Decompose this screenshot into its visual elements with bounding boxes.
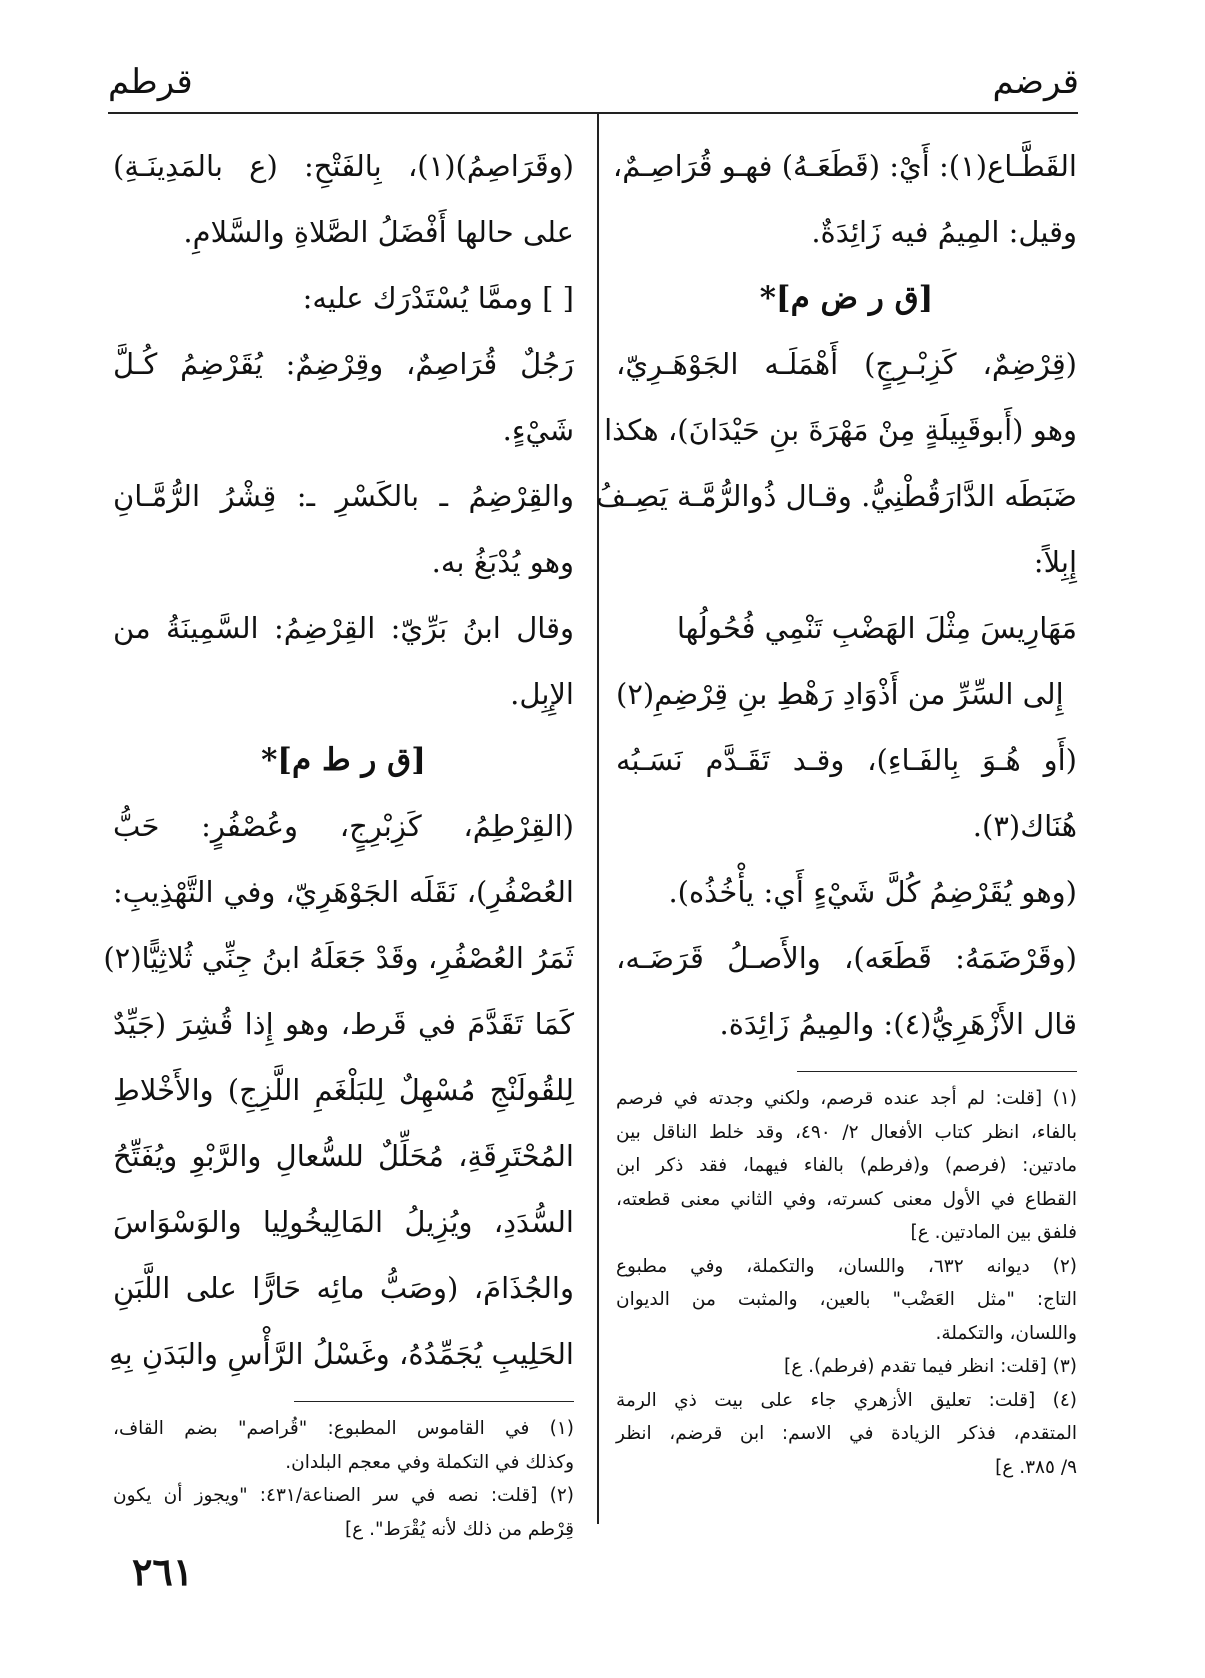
body-line: ثَمَرُ العُصْفُرِ، وقَدْ جَعَلَهُ ابنُ جِنِّي ثُلاثِيًّا(٢) — [103, 941, 574, 975]
page-number: ٢٦١ — [132, 1549, 194, 1594]
footnote-line: قِرْطم من ذلك لأنه يُقْرَط". ع] — [344, 1518, 574, 1540]
body-line: العُصْفُرِ)، نَقَلَه الجَوْهَرِيّ، وفي التَّهْذِيبِ: — [113, 875, 574, 909]
footnote-line: القطاع في الأول معنى كسرته، وفي الثاني معنى قطعته، — [616, 1188, 1077, 1210]
footnote-line: مادتين: (فرصم) و(فرطم) بالفاء فيهما، فقد ذكر ابن — [616, 1155, 1077, 1176]
footnote-line: (١) في القاموس المطبوع: "قُراصم" بضم القاف، — [113, 1418, 574, 1439]
running-head-left: قرطم — [108, 62, 193, 102]
footnote-line: (٢) [قلت: نصه في سر الصناعة/٤٣١: "ويجوز أن يكون — [113, 1485, 574, 1506]
footnote-line: فلفق بين المادتين. ع] — [910, 1222, 1077, 1243]
footnote-line: التاج: "مثل العَضْب" بالعين، والمثبت من الديوان — [616, 1289, 1077, 1310]
body-line: وقيل: المِيمُ فيه زَائِدَةٌ. — [811, 215, 1077, 249]
verse-second-hemistich: إِلى السِّرِّ من أَذْوَادِ رَهْطِ بنِ قِرْضِمِ(٢) — [616, 677, 1064, 711]
running-head-right: قرضم — [992, 62, 1079, 102]
footnote-line: بالفاء، انظر كتاب الأفعال ٢/ ٤٩٠، وقد خلط الناقل بين — [616, 1121, 1077, 1143]
body-line: قال الأَزْهَرِيُّ(٤): والمِيمُ زَائِدَة. — [719, 1007, 1077, 1041]
right-column — [596, 133, 1077, 1484]
body-line: المُحْتَرِقَةِ، مُحَلِّلٌ للسُّعالِ والرَّبْوِ ويُفَتِّحُ — [113, 1139, 574, 1173]
footnote-line: (٤) [قلت: تعليق الأزهري جاء على بيت ذي الرمة — [616, 1389, 1077, 1411]
body-line: كَمَا تَقَدَّمَ في قَرط، وهو إِذا قُشِرَ (جَيِّدٌ — [113, 1007, 574, 1041]
footnote-rule — [294, 1401, 574, 1402]
footnote-line: واللسان، والتكملة. — [935, 1322, 1077, 1344]
body-line: (وهو يُقَرْضِمُ كُلَّ شَيْءٍ أَي: يأْخُذُه). — [668, 875, 1077, 909]
footnote-line: (٢) ديوانه ٦٣٢، واللسان، والتكملة، وفي مطبوع — [616, 1255, 1077, 1277]
body-line: [ ] وممَّا يُسْتَدْرَك عليه: — [302, 281, 574, 315]
body-line: والقِرْضِمُ ـ بالكَسْرِ ـ: قِشْرُ الرُّمَّـانِ — [113, 479, 574, 513]
body-line: رَجُلٌ قُرَاصِمٌ، وقِرْضِمٌ: يُقَرْضِمُ كُـلَّ — [113, 347, 574, 381]
footnotes — [616, 1082, 1077, 1484]
body-line: وهو يُدْبَغُ به. — [431, 545, 574, 579]
body-line: وقال ابنُ بَرِّيّ: القِرْضِمُ: السَّمِينَةُ من — [113, 611, 574, 645]
entry-heading-qrtm: [ق ر ط م]* — [261, 742, 426, 778]
body-line: الإِبِل. — [510, 677, 574, 711]
body-line: لِلقُولَنْجِ مُسْهِلٌ لِلبَلْغَمِ اللَّزِجِ) والأَخْلاطِ — [113, 1073, 574, 1107]
footnote-line: (١) [قلت: لم أجد عنده قرصم، ولكني وجدته في فرصم — [616, 1088, 1077, 1109]
body-line: هُنَاك(٣). — [972, 809, 1077, 843]
body-line: ضَبَطَه الدَّارَقُطْنِيُّ. وقـال ذُوالرُّمَّـة يَصِـفُ — [596, 479, 1077, 513]
column-divider — [597, 112, 599, 1524]
body-line: (وقَرْضَمَهُ: قَطَعَه)، والأَصـلُ قَرَضَـه، — [616, 941, 1077, 975]
body-line: (قِرْضِمٌ، كَزِبْـرِجٍ) أَهْمَلَـه الجَوْهَـرِيّ، — [616, 347, 1077, 381]
verse-first-hemistich: مَهَارِيسَ مِثْلَ الهَضْبِ تَنْمِي فُحُولُها — [676, 611, 1077, 645]
footnotes — [113, 1412, 574, 1546]
footnote-line: ٩/ ٣٨٥. ع] — [995, 1456, 1077, 1478]
entry-heading-qrdm: [ق ر ض م]* — [759, 280, 934, 316]
footnote-line: المتقدم، فذكر الزيادة في الاسم: ابن قرضم، انظر — [616, 1423, 1077, 1444]
body-line: القَطَّـاع(١): أَيْ: (قَطَعَـهُ) فهـو قُرَاصِـمٌ، — [612, 149, 1077, 183]
body-line: (القِرْطِمُ، كَزِبْرِجٍ، وعُصْفُرٍ: حَبُّ — [113, 809, 574, 843]
footnote-rule — [797, 1071, 1077, 1072]
body-line: والجُذَامَ، (وصَبُّ مائِه حَارًّا على اللَّبَنِ — [113, 1271, 574, 1305]
body-line: شَيْءٍ. — [502, 413, 574, 447]
footnote-line: وكذلك في التكملة وفي معجم البلدان. — [285, 1451, 574, 1473]
footnote-line: (٣) [قلت: انظر فيما تقدم (فرطم). ع] — [783, 1356, 1077, 1377]
body-line: الحَلِيبِ يُجَمِّدُهُ، وغَسْلُ الرَّأْسِ والبَدَنِ بِهِ — [108, 1337, 574, 1371]
left-column — [103, 133, 574, 1546]
body-line: إِبِلاً: — [1033, 545, 1077, 579]
body-line: وهو (أَبوقَبِيلَةٍ مِنْ مَهْرَةَ بنِ حَيْدَانَ)، هكذا — [604, 413, 1077, 447]
body-line: (وقَرَاصِمُ)(١)، بِالفَتْحِ: (ع بالمَدِينَـةِ) — [113, 149, 574, 183]
body-line: (أَو هُـوَ بِالفَـاءِ)، وقـد تَقَـدَّم نَسَـبُه — [616, 743, 1077, 777]
body-line: على حالها أَفْضَلُ الصَّلاةِ والسَّلامِ. — [183, 215, 574, 249]
header-rule — [108, 112, 1078, 114]
body-line: السُّدَدِ، ويُزِيلُ المَالِيخُولِيا والوَسْوَاسَ — [113, 1205, 574, 1239]
